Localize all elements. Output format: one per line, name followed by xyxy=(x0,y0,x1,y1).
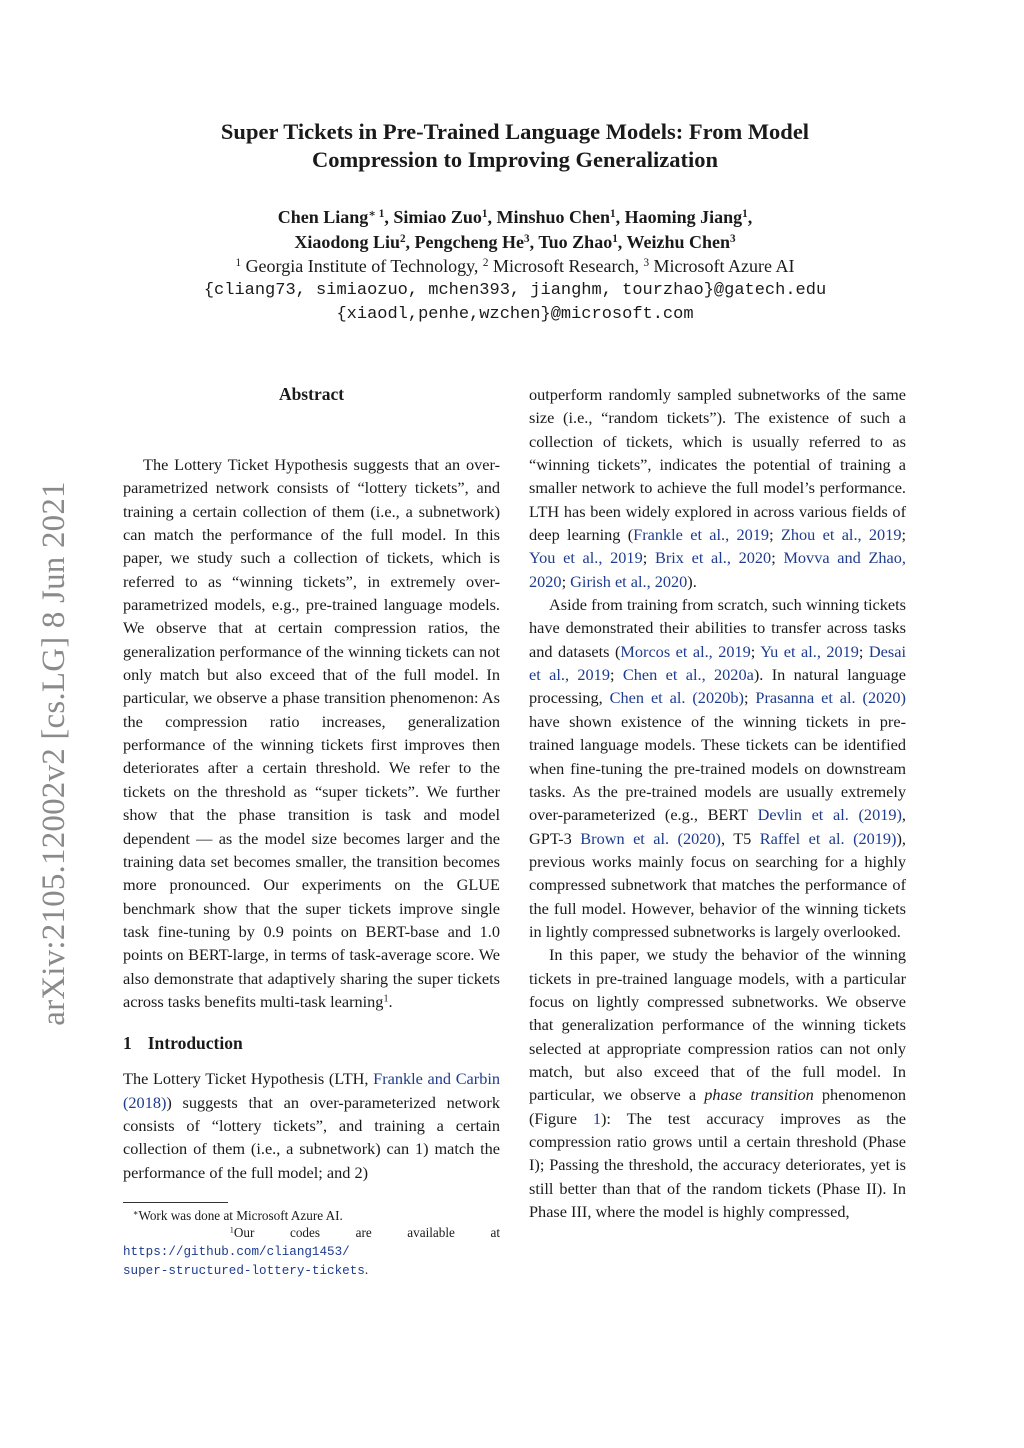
citation-link[interactable]: Frankle et al., 2019 xyxy=(633,525,770,545)
citation-link[interactable]: Frankle and Carbin (2018) xyxy=(123,1069,501,1112)
author-separator: , xyxy=(747,207,753,227)
citation-separator: ; xyxy=(609,665,623,685)
affiliation-name: Microsoft Azure AI xyxy=(653,256,795,276)
citation-separator: ; xyxy=(769,525,781,545)
url-part: https://github.com/cliang1453/ xyxy=(123,1244,350,1259)
affiliation-separator: , xyxy=(634,256,644,276)
author-affiliation-mark: 3 xyxy=(730,232,736,245)
author-emails-gatech: {cliang73, simiaozuo, mchen393, jianghm, tourzhao}@gatech.edu xyxy=(203,280,827,300)
body-text: In this paper, we study the behavior of the winning tickets in pre-trained language models, with a particular focus on lightly compressed subnetworks. We observe that generalization performance of the winning tickets selected at appropriate compression ratios can not only match, but also exceed that of the full model. In particular, we observe a xyxy=(529,945,906,1105)
citation-separator: ; xyxy=(771,548,784,568)
url-part: super-structured-lottery-tickets xyxy=(123,1264,365,1279)
section-heading-introduction xyxy=(123,1031,500,1055)
citation-separator: ; xyxy=(750,641,761,661)
footnote-mark: ∗ xyxy=(132,1208,139,1218)
section-title: Introduction xyxy=(147,1033,243,1054)
author-name: Simiao Zuo xyxy=(393,207,482,227)
footnote-code-url xyxy=(123,1242,500,1281)
author-name: Chen Liang xyxy=(277,207,369,227)
body-paragraph xyxy=(529,593,906,943)
citation-separator: ; xyxy=(642,548,655,568)
author-name: Xiaodong Liu xyxy=(294,231,400,252)
author-affiliation-mark: 1 xyxy=(610,207,616,220)
affiliation-separator: , xyxy=(473,256,483,276)
citation-link[interactable]: Brix et al., 2020 xyxy=(654,548,772,568)
author-affiliation-mark: 1 xyxy=(742,207,748,220)
body-text: phenomenon (Figure xyxy=(529,1085,907,1128)
citation-separator: ; xyxy=(561,571,571,591)
author-separator: , xyxy=(617,231,627,252)
affiliation-mark: 1 xyxy=(235,256,242,269)
author-name: Pengcheng He xyxy=(414,231,525,252)
section-number: 1 xyxy=(123,1033,132,1054)
citation-link[interactable]: Girish et al., 2020 xyxy=(570,571,688,591)
citation-link[interactable]: Prasanna et al. (2020) xyxy=(755,688,906,708)
footnote-marker[interactable]: 1 xyxy=(383,993,389,1005)
author-affiliation-mark: 3 xyxy=(524,232,530,245)
title-line-2: Compression to Improving Generalization xyxy=(311,147,719,172)
affiliation-name: Microsoft Research xyxy=(493,256,635,276)
intro-paragraph xyxy=(123,1067,500,1184)
body-text: ; xyxy=(743,688,756,708)
author-affiliation-mark: 1 xyxy=(612,232,618,245)
author-block xyxy=(120,205,910,328)
body-paragraph xyxy=(529,383,906,593)
affiliation-mark: 2 xyxy=(482,256,489,269)
citation-link[interactable]: Devlin et al. (2019) xyxy=(757,805,902,825)
citation-link[interactable]: Yu et al., 2019 xyxy=(760,641,859,661)
footnote-text: Our codes are available at xyxy=(233,1225,500,1241)
author-separator: , xyxy=(405,231,415,252)
footnote-mark: 1 xyxy=(229,1225,234,1235)
citation-separator: ; xyxy=(858,641,869,661)
author-name: Haoming Jiang xyxy=(624,207,743,227)
citation-link[interactable]: Desai et al., 2019 xyxy=(529,641,906,685)
code-url-link[interactable] xyxy=(123,1245,365,1279)
authors-line-1 xyxy=(120,205,910,230)
citation-link[interactable]: Movva and Zhao, 2020 xyxy=(529,548,906,591)
arxiv-stamp-text: arXiv:2105.12002v2 [cs.LG] 8 Jun 2021 xyxy=(35,480,72,1026)
body-text: ). In natural language processing, xyxy=(529,665,906,708)
body-text: outperform randomly sampled subnetworks of the same size (i.e., “random tickets”). The existence of such a collection of tickets, which is usually referred to as “winning tickets”, indicates the potential of training a smaller network to achieve the full model’s performance. LTH has been widely explored in across various fields of deep learning ( xyxy=(529,385,906,545)
right-column xyxy=(529,383,906,1223)
arxiv-identifier-stamp xyxy=(24,458,84,1048)
author-name: Minshuo Chen xyxy=(496,207,611,227)
citation-link[interactable]: Chen et al., 2020a xyxy=(622,665,754,685)
author-separator: , xyxy=(487,207,497,227)
body-text: ), previous works mainly focus on searching for a highly compressed subnetwork that matches the performance of the full model. However, behavior of the winning tickets in lightly compressed subnetworks is largely overlooked. xyxy=(529,828,906,941)
author-affiliation-mark: 2 xyxy=(399,232,406,245)
citation-link[interactable]: Chen et al. (2020b) xyxy=(609,688,744,708)
affiliation-name: Georgia Institute of Technology xyxy=(245,256,474,276)
author-affiliation-mark: 1 xyxy=(481,207,488,220)
author-affiliation-mark: ∗ 1 xyxy=(368,207,385,220)
footnote-divider xyxy=(123,1202,228,1203)
author-separator: , xyxy=(384,207,394,227)
abstract-text xyxy=(123,453,500,1013)
citation-link[interactable]: You et al., 2019 xyxy=(529,548,643,568)
body-text: ). xyxy=(687,571,697,591)
footnote-code xyxy=(123,1224,500,1242)
body-paragraph xyxy=(529,943,906,1223)
intro-text: ) suggests that an over-parameterized network consists of “lottery tickets”, and training a certain collection of them (i.e., a subnetwork) can 1) match the performance of the full model; and 2) xyxy=(123,1092,500,1182)
footnote-end: . xyxy=(364,1262,369,1278)
footnote-work xyxy=(123,1207,500,1225)
body-text: Aside from training from scratch, such winning tickets have demonstrated their abilities to transfer across tasks and datasets ( xyxy=(529,595,906,661)
authors-line-2 xyxy=(120,230,910,255)
figure-reference-link[interactable]: 1 xyxy=(592,1108,601,1128)
citation-link[interactable]: Raffel et al. (2019) xyxy=(759,828,897,848)
author-separator: , xyxy=(615,207,625,227)
body-text: , T5 xyxy=(720,828,760,848)
citation-separator: ; xyxy=(901,525,907,545)
author-name: Tuo Zhao xyxy=(538,231,613,252)
abstract-heading: Abstract xyxy=(278,384,345,404)
author-emails-microsoft: {xiaodl,penhe,wzchen}@microsoft.com xyxy=(336,305,694,324)
author-name: Weizhu Chen xyxy=(626,231,730,252)
abstract-end: . xyxy=(388,991,393,1011)
title-line-1: Super Tickets in Pre-Trained Language Models: From Model xyxy=(220,119,810,144)
footnote-text: Work was done at Microsoft Azure AI. xyxy=(138,1207,343,1223)
author-separator: , xyxy=(529,231,539,252)
body-text: ): The test accuracy improves as the compression ratio grows until a certain threshold (Phase I); Passing the threshold, the accuracy deteriorates, yet is still better than that of the random tickets (Phase II). In Phase III, where the model is highly compressed, xyxy=(529,1108,906,1222)
emphasis-text: phase transition xyxy=(704,1085,814,1105)
citation-link[interactable]: Morcos et al., 2019 xyxy=(620,641,751,661)
citation-link[interactable]: Brown et al. (2020) xyxy=(580,828,721,848)
paper-title xyxy=(130,118,900,174)
left-column xyxy=(123,380,500,1281)
body-text: have shown existence of the winning tickets in pre-trained language models. These tickets can be identified when fine-tuning the pre-trained models on downstream tasks. As the pre-trained models are usually extremely over-parameterized (e.g., BERT xyxy=(529,711,906,825)
body-text: , GPT-3 xyxy=(529,805,906,848)
abstract-body: The Lottery Ticket Hypothesis suggests that an over-parametrized network consists of “lottery tickets”, and training a certain collection of them (i.e., a subnetwork) can match the performance of the full model. In this paper, we study such a collection of tickets, which is referred to as “winning tickets”, in extremely over-parametrized models, e.g., pre-trained language models. We observe that at certain compression ratios, the generalization performance of the winning tickets can not only match but also exceed that of the full model. In particular, we observe a phase transition phenomenon: As the compression ratio increases, generalization performance of the winning tickets first improves then deteriorates after a certain threshold. We refer to the tickets on the threshold as “super tickets”. We further show that the phase transition is task and model dependent — as the model size becomes larger and the training data set becomes smaller, the transition becomes more pronounced. Our experiments on the GLUE benchmark show that the super tickets improve single task fine-tuning by 0.9 points on BERT-base and 1.0 points on BERT-large, in terms of task-average score. We also demonstrate that adaptively sharing the super tickets across tasks benefits multi-task learning xyxy=(123,455,500,1011)
affiliation-mark: 3 xyxy=(643,256,650,269)
citation-link[interactable]: Zhou et al., 2019 xyxy=(780,525,902,545)
affiliations xyxy=(120,254,910,279)
intro-text: The Lottery Ticket Hypothesis (LTH, xyxy=(123,1069,374,1089)
